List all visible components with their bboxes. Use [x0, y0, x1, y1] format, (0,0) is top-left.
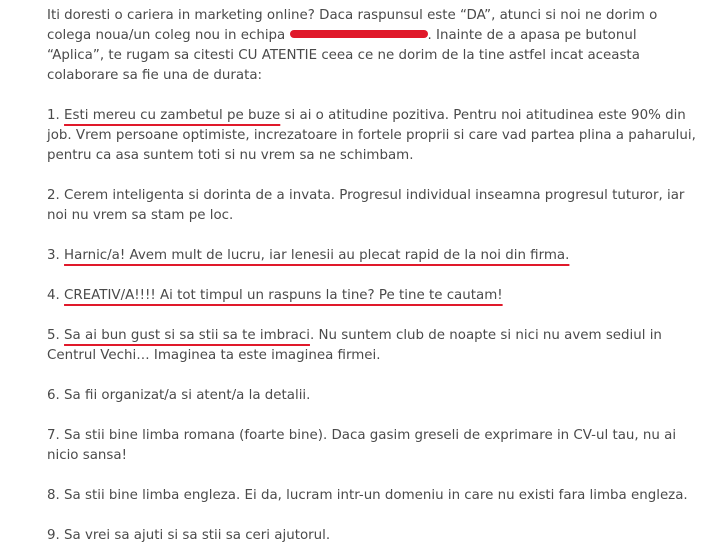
item-text: Sa fii organizat/a si atent/a la detalii. — [64, 388, 311, 403]
intro-text-part1: Iti doresti o cariera in marketing online? Daca raspunsul este “DA”, atunci si noi ne dorim o colega noua/un coleg nou in echipa — [47, 8, 658, 43]
item-highlight: Harnic/a! Avem mult de lucru, iar lenesii au plecat rapid de la noi din firma. — [64, 248, 570, 263]
intro-text-part2: . Inainte de a apasa pe butonul “Aplica”, te rugam sa citesti CU ATENTIE ceea ce ne dorim de la tine astfel incat aceasta colaborare sa fie una de durata: — [47, 28, 640, 83]
requirement-item-2 — [47, 186, 697, 226]
item-text: Sa vrei sa ajuti si sa stii sa ceri ajutorul. — [64, 528, 331, 543]
item-highlight: CREATIV/A!!!! Ai tot timpul un raspuns la tine? Pe tine te cautam! — [64, 288, 503, 303]
requirement-item-1 — [47, 106, 697, 166]
item-text: Cerem inteligenta si dorinta de a invata. Progresul individual inseamna progresul tuturor, iar noi nu vrem sa stam pe loc. — [47, 188, 685, 223]
job-description — [47, 6, 697, 546]
intro-paragraph — [47, 6, 697, 86]
item-number: 9. — [47, 528, 65, 543]
item-number: 5. — [47, 328, 65, 343]
requirement-item-4 — [47, 286, 697, 306]
item-highlight: Sa ai bun gust si sa stii sa te imbraci — [64, 328, 310, 343]
requirement-item-9 — [47, 526, 697, 546]
item-text: Sa stii bine limba romana (foarte bine). Daca gasim greseli de exprimare in CV-ul tau, nu ai nicio sansa! — [47, 428, 677, 463]
requirement-item-7 — [47, 426, 697, 466]
item-text: . Nu suntem club de noapte si nici nu avem sediul in Centrul Vechi… Imaginea ta este imaginea firmei. — [47, 328, 662, 363]
item-number: 7. — [47, 428, 65, 443]
item-number: 3. — [47, 248, 65, 263]
item-highlight: Esti mereu cu zambetul pe buze — [64, 108, 281, 123]
item-number: 8. — [47, 488, 65, 503]
item-number: 4. — [47, 288, 65, 303]
item-text: si ai o atitudine pozitiva. Pentru noi atitudinea este 90% din job. Vrem persoane optimiste, increzatoare in fortele proprii si care vad partea plina a paharului, pentru ca asa suntem toti si nu vrem sa ne schimbam. — [47, 108, 696, 163]
item-number: 6. — [47, 388, 65, 403]
requirement-item-3 — [47, 246, 697, 266]
requirement-item-6 — [47, 386, 697, 406]
item-number: 2. — [47, 188, 65, 203]
requirement-item-8 — [47, 486, 697, 506]
requirement-item-5 — [47, 326, 697, 366]
redacted-company-name — [290, 27, 428, 41]
item-text: Sa stii bine limba engleza. Ei da, lucram intr-un domeniu in care nu existi fara limba engleza. — [64, 488, 688, 503]
item-number: 1. — [47, 108, 65, 123]
